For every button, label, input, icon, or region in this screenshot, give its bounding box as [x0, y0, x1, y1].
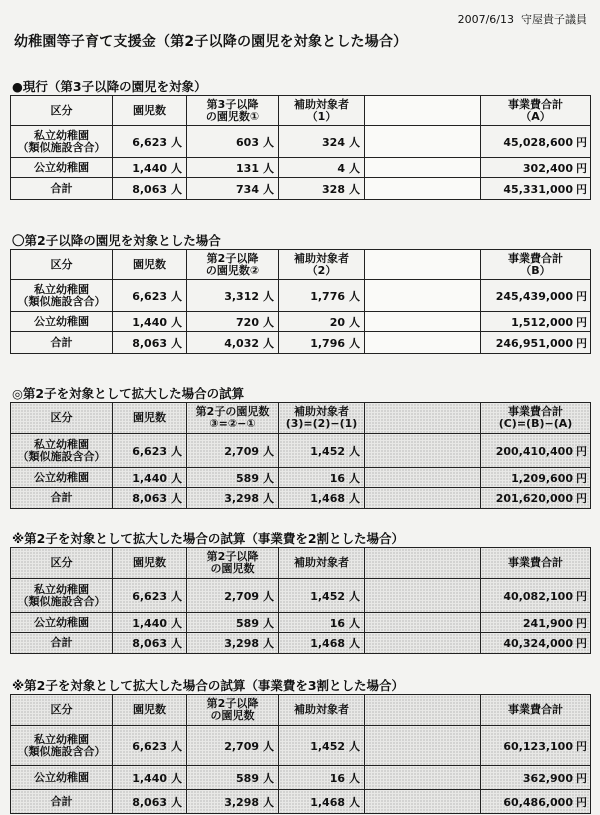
column-header: 第2子の園児数 ③=②−①	[187, 403, 279, 434]
cell-value: 2,709	[224, 739, 259, 753]
count-cell	[187, 488, 279, 509]
count-cell	[113, 332, 187, 354]
cell-value: 40,082,100	[503, 589, 573, 603]
count-cell	[113, 613, 187, 633]
cell-value: 1,468	[310, 637, 345, 650]
unit-label: 人	[349, 616, 360, 630]
column-header: 園児数	[113, 96, 187, 126]
header-row	[11, 250, 591, 280]
count-cell	[113, 468, 187, 488]
count-cell	[187, 126, 279, 158]
column-header: 第2子以降 の園児数②	[187, 250, 279, 280]
cost-cell	[481, 468, 591, 488]
table-row	[11, 158, 591, 178]
count-cell	[113, 790, 187, 814]
count-cell	[187, 726, 279, 766]
count-cell	[187, 633, 279, 654]
table-row	[11, 488, 591, 509]
count-cell	[187, 280, 279, 312]
count-cell	[187, 468, 279, 488]
count-cell	[279, 332, 365, 354]
count-cell	[279, 280, 365, 312]
unit-label: 人	[263, 616, 274, 630]
cell-value: 6,623	[132, 589, 167, 603]
count-cell	[187, 332, 279, 354]
unit-label: 人	[263, 739, 274, 753]
cell-value: 246,951,000	[495, 336, 573, 350]
unit-label: 人	[349, 771, 360, 785]
cell-value: 2,709	[224, 444, 259, 458]
unit-label: 円	[576, 589, 587, 603]
table-row	[11, 434, 591, 468]
section-4	[10, 530, 590, 654]
cost-cell	[481, 790, 591, 814]
cost-cell	[481, 633, 591, 654]
column-header: 園児数	[113, 403, 187, 434]
cell-value: 3,298	[224, 795, 259, 809]
cost-cell	[481, 280, 591, 312]
category-cell: 公立幼稚園	[11, 158, 113, 178]
cell-value: 324	[322, 135, 345, 149]
cell-value: 200,410,400	[495, 444, 573, 458]
section-title: ※第2子を対象として拡大した場合の試算（事業費を3割とした場合）	[12, 678, 405, 693]
cell-value: 6,623	[132, 135, 167, 149]
cell-value: 131	[236, 161, 259, 175]
cell-value: 16	[329, 616, 345, 630]
count-cell	[187, 434, 279, 468]
count-cell	[113, 434, 187, 468]
unit-label: 人	[171, 492, 182, 505]
unit-label: 円	[576, 471, 587, 485]
column-header: 事業費合計 （B）	[481, 250, 591, 280]
unit-label: 円	[576, 444, 587, 458]
cost-cell	[481, 312, 591, 332]
cell-value: 6,623	[132, 739, 167, 753]
unit-label: 人	[349, 739, 360, 753]
cell-value: 8,063	[132, 336, 167, 350]
category-cell: 私立幼稚園 （類似施設含合）	[11, 280, 113, 312]
table-row	[11, 332, 591, 354]
cell-value: 1,452	[310, 739, 345, 753]
cost-cell	[481, 726, 591, 766]
column-header: 区分	[11, 403, 113, 434]
column-header: 園児数	[113, 250, 187, 280]
cell-value: 1,440	[132, 315, 167, 329]
cell-value: 45,028,600	[503, 135, 573, 149]
cell-value: 302,400	[522, 161, 573, 175]
unit-label: 人	[171, 336, 182, 350]
column-header: 補助対象者 (3)=(2)−(1)	[279, 403, 365, 434]
category-cell: 合計	[11, 790, 113, 814]
blank-cell	[365, 579, 481, 613]
section-2	[10, 232, 590, 354]
blank-cell	[365, 468, 481, 488]
count-cell	[187, 766, 279, 790]
cell-value: 589	[236, 616, 259, 630]
unit-label: 円	[576, 637, 587, 650]
blank-cell	[365, 434, 481, 468]
header-row	[11, 96, 591, 126]
unit-label: 円	[576, 616, 587, 630]
cell-value: 1,209,600	[511, 471, 573, 485]
table-row	[11, 126, 591, 158]
blank-cell	[365, 332, 481, 354]
count-cell	[187, 790, 279, 814]
blank-header-cell	[365, 403, 481, 434]
unit-label: 人	[263, 771, 274, 785]
category-cell: 私立幼稚園 （類似施設含合）	[11, 726, 113, 766]
count-cell	[279, 726, 365, 766]
cost-cell	[481, 158, 591, 178]
category-cell: 合計	[11, 488, 113, 509]
header-row	[11, 548, 591, 579]
cost-cell	[481, 613, 591, 633]
column-header: 第2子以降 の園児数	[187, 548, 279, 579]
count-cell	[113, 126, 187, 158]
blank-cell	[365, 726, 481, 766]
cell-value: 589	[236, 771, 259, 785]
column-header: 区分	[11, 250, 113, 280]
document-date: 2007/6/13	[457, 13, 514, 26]
cost-cell	[481, 766, 591, 790]
cell-value: 1,440	[132, 161, 167, 175]
unit-label: 人	[263, 637, 274, 650]
count-cell	[113, 280, 187, 312]
cell-value: 16	[329, 771, 345, 785]
unit-label: 円	[576, 161, 587, 175]
table-row	[11, 790, 591, 814]
cell-value: 1,776	[310, 289, 345, 303]
blank-header-cell	[365, 96, 481, 126]
blank-cell	[365, 766, 481, 790]
data-table	[10, 95, 591, 200]
table-row	[11, 613, 591, 633]
column-header: 補助対象者 （2）	[279, 250, 365, 280]
cell-value: 362,900	[522, 771, 573, 785]
cell-value: 8,063	[132, 637, 167, 650]
unit-label: 人	[263, 182, 274, 196]
unit-label: 人	[171, 471, 182, 485]
count-cell	[113, 488, 187, 509]
cost-cell	[481, 434, 591, 468]
column-header: 区分	[11, 96, 113, 126]
blank-header-cell	[365, 250, 481, 280]
unit-label: 人	[349, 492, 360, 505]
count-cell	[279, 312, 365, 332]
document-title: 幼稚園等子育て支援金（第2子以降の園児を対象とした場合）	[14, 34, 408, 50]
unit-label: 人	[349, 637, 360, 650]
count-cell	[279, 633, 365, 654]
unit-label: 人	[349, 795, 360, 809]
count-cell	[279, 126, 365, 158]
cell-value: 1,440	[132, 616, 167, 630]
cell-value: 1,512,000	[511, 315, 573, 329]
cell-value: 60,486,000	[503, 795, 573, 809]
cell-value: 1,468	[310, 795, 345, 809]
count-cell	[187, 178, 279, 200]
category-cell: 私立幼稚園 （類似施設含合）	[11, 434, 113, 468]
cell-value: 1,452	[310, 589, 345, 603]
unit-label: 円	[576, 795, 587, 809]
unit-label: 人	[171, 739, 182, 753]
unit-label: 人	[349, 289, 360, 303]
cost-cell	[481, 332, 591, 354]
count-cell	[279, 178, 365, 200]
blank-cell	[365, 158, 481, 178]
cell-value: 1,440	[132, 771, 167, 785]
cell-value: 40,324,000	[503, 637, 573, 650]
category-cell: 公立幼稚園	[11, 468, 113, 488]
column-header: 事業費合計	[481, 548, 591, 579]
table-row	[11, 280, 591, 312]
unit-label: 人	[263, 336, 274, 350]
blank-cell	[365, 790, 481, 814]
section-title: ※第2子を対象として拡大した場合の試算（事業費を2割とした場合）	[12, 531, 405, 546]
category-cell: 公立幼稚園	[11, 312, 113, 332]
section-1	[10, 78, 590, 200]
cell-value: 3,312	[224, 289, 259, 303]
cell-value: 20	[329, 315, 345, 329]
cell-value: 2,709	[224, 589, 259, 603]
column-header: 補助対象者 （1）	[279, 96, 365, 126]
count-cell	[113, 312, 187, 332]
cell-value: 3,298	[224, 492, 259, 505]
cell-value: 60,123,100	[503, 739, 573, 753]
category-cell: 合計	[11, 178, 113, 200]
cost-cell	[481, 126, 591, 158]
unit-label: 人	[171, 315, 182, 329]
unit-label: 人	[171, 616, 182, 630]
unit-label: 円	[576, 492, 587, 505]
cell-value: 328	[322, 182, 345, 196]
blank-cell	[365, 178, 481, 200]
unit-label: 人	[263, 289, 274, 303]
cell-value: 1,468	[310, 492, 345, 505]
count-cell	[187, 579, 279, 613]
blank-cell	[365, 126, 481, 158]
blank-header-cell	[365, 548, 481, 579]
column-header: 補助対象者	[279, 695, 365, 726]
unit-label: 人	[349, 336, 360, 350]
count-cell	[187, 613, 279, 633]
cell-value: 1,796	[310, 336, 345, 350]
count-cell	[113, 766, 187, 790]
blank-header-cell	[365, 695, 481, 726]
count-cell	[279, 434, 365, 468]
cell-value: 1,440	[132, 471, 167, 485]
section-title: 〇第2子以降の園児を対象とした場合	[12, 233, 221, 248]
column-header: 園児数	[113, 695, 187, 726]
cost-cell	[481, 488, 591, 509]
blank-cell	[365, 488, 481, 509]
section-title: ●現行（第3子以降の園児を対象）	[12, 79, 207, 94]
count-cell	[279, 613, 365, 633]
unit-label: 人	[349, 315, 360, 329]
data-table	[10, 547, 591, 654]
column-header: 事業費合計	[481, 695, 591, 726]
unit-label: 人	[263, 589, 274, 603]
cell-value: 6,623	[132, 289, 167, 303]
unit-label: 人	[263, 161, 274, 175]
unit-label: 人	[171, 637, 182, 650]
table-row	[11, 633, 591, 654]
count-cell	[187, 312, 279, 332]
unit-label: 円	[576, 135, 587, 149]
blank-cell	[365, 633, 481, 654]
cell-value: 8,063	[132, 182, 167, 196]
count-cell	[113, 178, 187, 200]
blank-cell	[365, 613, 481, 633]
count-cell	[187, 158, 279, 178]
unit-label: 円	[576, 315, 587, 329]
cell-value: 603	[236, 135, 259, 149]
cell-value: 16	[329, 471, 345, 485]
category-cell: 合計	[11, 633, 113, 654]
header-row	[11, 403, 591, 434]
count-cell	[113, 158, 187, 178]
cell-value: 1,452	[310, 444, 345, 458]
unit-label: 人	[263, 795, 274, 809]
category-cell: 公立幼稚園	[11, 766, 113, 790]
column-header: 第3子以降 の園児数①	[187, 96, 279, 126]
section-3	[10, 385, 590, 509]
unit-label: 人	[349, 135, 360, 149]
unit-label: 人	[349, 444, 360, 458]
table-row	[11, 726, 591, 766]
column-header: 事業費合計 （A）	[481, 96, 591, 126]
unit-label: 人	[263, 135, 274, 149]
unit-label: 人	[349, 589, 360, 603]
author-name: 守屋貴子議員	[521, 13, 587, 26]
table-row	[11, 766, 591, 790]
unit-label: 人	[263, 444, 274, 458]
category-cell: 私立幼稚園 （類似施設含合）	[11, 579, 113, 613]
cell-value: 8,063	[132, 492, 167, 505]
column-header: 区分	[11, 695, 113, 726]
unit-label: 人	[263, 492, 274, 505]
cost-cell	[481, 178, 591, 200]
category-cell: 合計	[11, 332, 113, 354]
blank-cell	[365, 312, 481, 332]
cell-value: 3,298	[224, 637, 259, 650]
cell-value: 6,623	[132, 444, 167, 458]
unit-label: 人	[171, 771, 182, 785]
unit-label: 人	[263, 315, 274, 329]
section-5	[10, 677, 590, 814]
unit-label: 円	[576, 771, 587, 785]
count-cell	[113, 726, 187, 766]
data-table	[10, 694, 591, 814]
unit-label: 人	[263, 471, 274, 485]
cell-value: 734	[236, 182, 259, 196]
column-header: 区分	[11, 548, 113, 579]
unit-label: 円	[576, 289, 587, 303]
unit-label: 人	[349, 182, 360, 196]
column-header: 事業費合計 (C)=(B)−(A)	[481, 403, 591, 434]
cell-value: 45,331,000	[503, 182, 573, 196]
cost-cell	[481, 579, 591, 613]
cell-value: 8,063	[132, 795, 167, 809]
column-header: 補助対象者	[279, 548, 365, 579]
unit-label: 人	[171, 444, 182, 458]
category-cell: 私立幼稚園 （類似施設含合）	[11, 126, 113, 158]
unit-label: 人	[171, 135, 182, 149]
count-cell	[279, 468, 365, 488]
count-cell	[279, 158, 365, 178]
table-row	[11, 178, 591, 200]
cell-value: 4,032	[224, 336, 259, 350]
header-row	[11, 695, 591, 726]
table-row	[11, 579, 591, 613]
unit-label: 人	[171, 161, 182, 175]
unit-label: 人	[171, 289, 182, 303]
section-title: ◎第2子を対象として拡大した場合の試算	[12, 386, 245, 401]
count-cell	[113, 633, 187, 654]
blank-cell	[365, 280, 481, 312]
table-row	[11, 312, 591, 332]
count-cell	[279, 488, 365, 509]
unit-label: 人	[349, 161, 360, 175]
data-table	[10, 402, 591, 509]
count-cell	[113, 579, 187, 613]
cell-value: 720	[236, 315, 259, 329]
count-cell	[279, 579, 365, 613]
unit-label: 円	[576, 182, 587, 196]
data-table	[10, 249, 591, 354]
count-cell	[279, 766, 365, 790]
header-info	[458, 11, 587, 27]
unit-label: 人	[171, 182, 182, 196]
cell-value: 201,620,000	[495, 492, 573, 505]
cell-value: 245,439,000	[495, 289, 573, 303]
category-cell: 公立幼稚園	[11, 613, 113, 633]
cell-value: 589	[236, 471, 259, 485]
unit-label: 円	[576, 336, 587, 350]
column-header: 第2子以降 の園児数	[187, 695, 279, 726]
unit-label: 円	[576, 739, 587, 753]
cell-value: 241,900	[522, 616, 573, 630]
column-header: 園児数	[113, 548, 187, 579]
unit-label: 人	[171, 795, 182, 809]
table-row	[11, 468, 591, 488]
unit-label: 人	[349, 471, 360, 485]
unit-label: 人	[171, 589, 182, 603]
cell-value: 4	[337, 161, 345, 175]
count-cell	[279, 790, 365, 814]
